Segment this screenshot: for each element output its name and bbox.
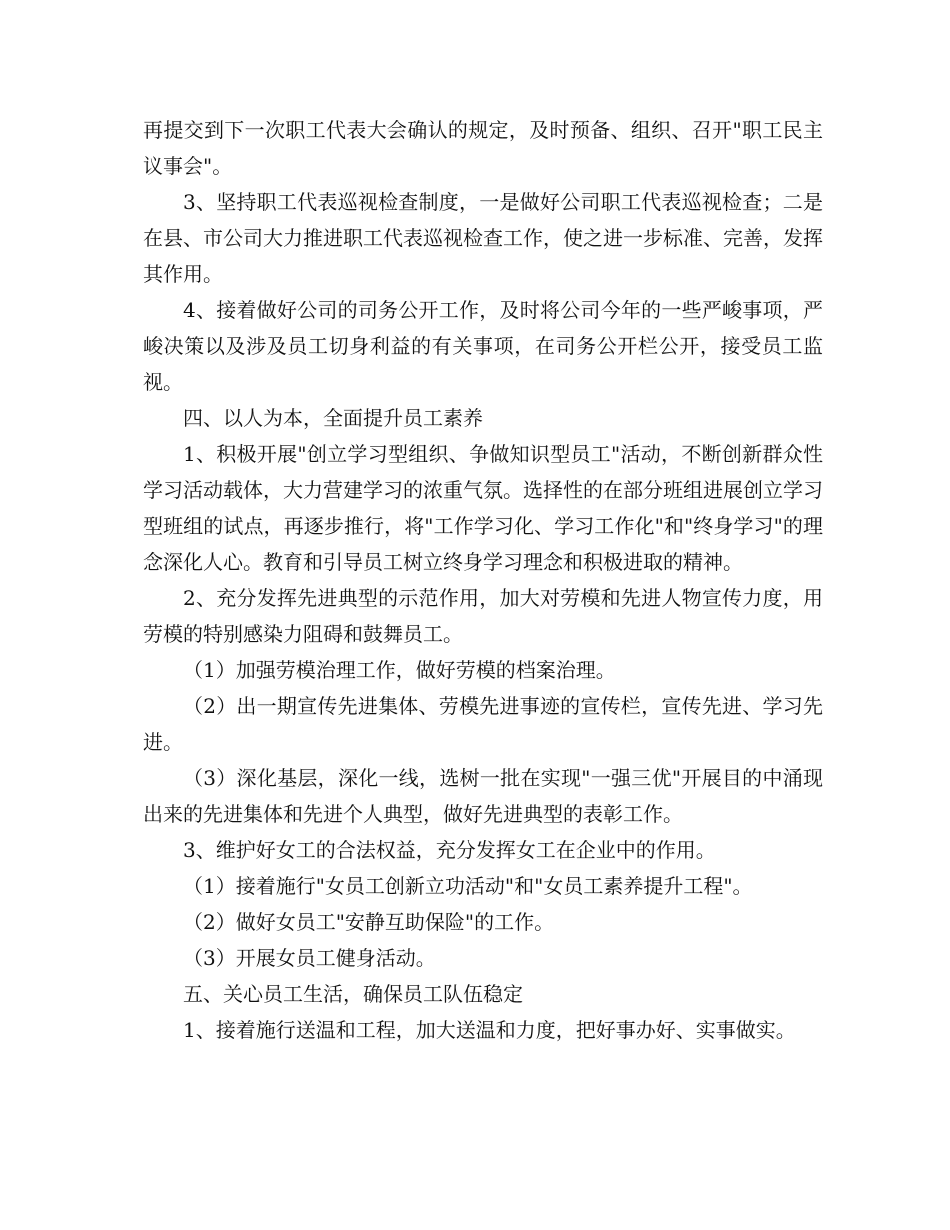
paragraph-item-3-women-rights: 3、维护好女工的合法权益，充分发挥女工在企业中的作用。 [183, 838, 716, 862]
sub-item-3-grassroots: （3）深化基层，深化一线，选树一批在实现"一强三优"开展目的中涌现出来的先进集体和先进个人典型，做好先进典型的表彰工作。 [143, 766, 823, 826]
paragraph-item-3-inspection: 3、坚持职工代表巡视检查制度，一是做好公司职工代表巡视检查；二是在县、市公司大力推进职工代表巡视检查工作，使之进一步标准、完善，发挥其作用。 [143, 190, 823, 286]
sub-item-1-model-management: （1）加强劳模治理工作，做好劳模的档案治理。 [183, 658, 616, 682]
sub-item-2-women-insurance: （2）做好女员工"安静互助保险"的工作。 [183, 910, 555, 934]
paragraph-continuation: 再提交到下一次职工代表大会确认的规定，及时预备、组织、召开"职工民主议事会"。 [143, 118, 823, 178]
sub-item-3-women-fitness: （3）开展女员工健身活动。 [183, 946, 436, 970]
paragraph-item-4-disclosure: 4、接着做好公司的司务公开工作，及时将公司今年的一些严峻事项，严峻决策以及涉及员工切身利益的有关事项，在司务公开栏公开，接受员工监视。 [143, 298, 823, 394]
paragraph-item-1-learning: 1、积极开展"创立学习型组织、争做知识型员工"活动，不断创新群众性学习活动载体，大力营建学习的浓重气氛。选择性的在部分班组进展创立学习型班组的试点，再逐步推行，将"工作学习化、学习工作化"和"终身学习"的理念深化人心。教育和引导员工树立终身学习理念和积极进取的精神。 [143, 442, 823, 574]
paragraph-item-1-warmth: 1、接着施行送温和工程，加大送温和力度，把好事办好、实事做实。 [183, 1018, 796, 1042]
sub-item-2-publicity: （2）出一期宣传先进集体、劳模先进事迹的宣传栏，宣传先进、学习先进。 [143, 694, 823, 754]
section-heading-5: 五、关心员工生活，确保员工队伍稳定 [183, 982, 523, 1006]
paragraph-item-2-models: 2、充分发挥先进典型的示范作用，加大对劳模和先进人物宣传力度，用劳模的特别感染力阻碍和鼓舞员工。 [143, 586, 823, 646]
section-heading-4: 四、以人为本，全面提升员工素养 [183, 406, 483, 430]
sub-item-1-women-innovation: （1）接着施行"女员工创新立功活动"和"女员工素养提升工程"。 [183, 874, 753, 898]
document-body [143, 112, 823, 1048]
